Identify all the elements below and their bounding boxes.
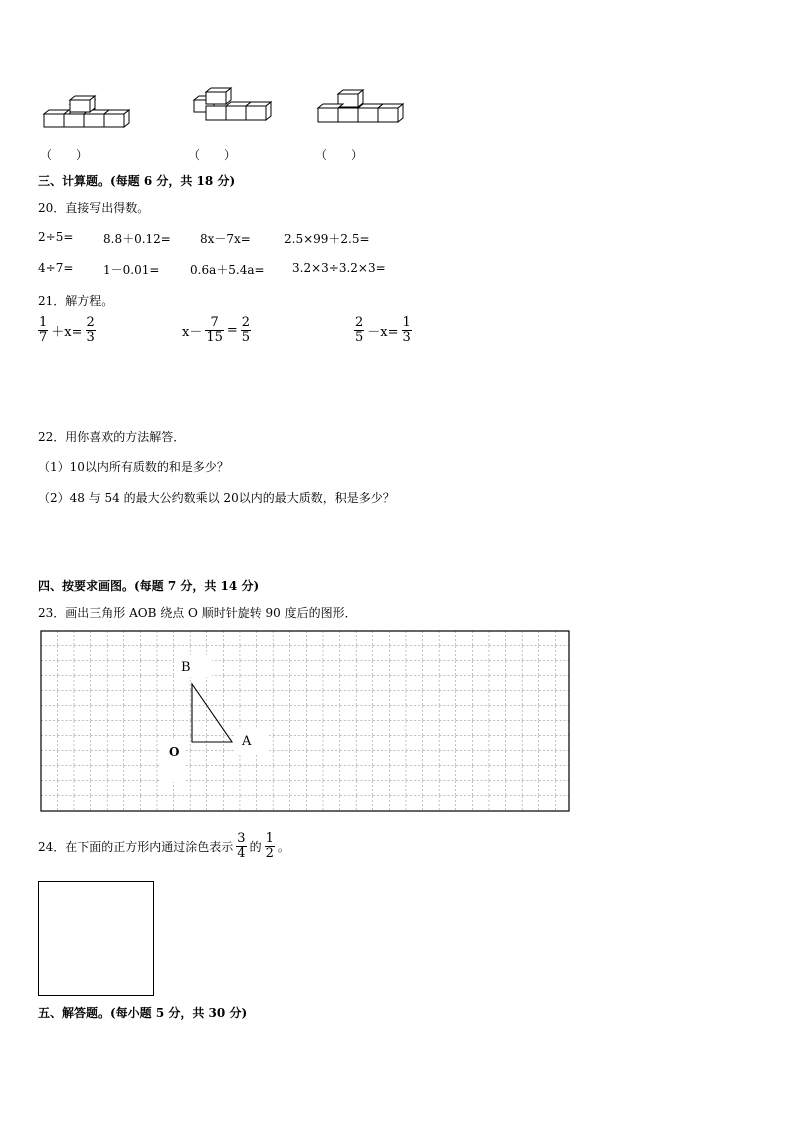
q21-equation-3: $\frac{2}{5}$ －x= $\frac{1}{3}$ <box>355 315 411 345</box>
cube-figure-3 <box>316 88 408 126</box>
q23-grid[interactable] <box>40 630 570 812</box>
fraction: $\frac{1}{2}$ <box>265 831 274 861</box>
label-bg <box>174 655 212 677</box>
q20-item-3: 8x－7x= <box>200 232 251 246</box>
q20-item-1: 2÷5= <box>38 230 74 244</box>
q24-square[interactable] <box>38 881 154 996</box>
answer-blank-1[interactable]: （ ） <box>40 148 89 162</box>
fraction: $\frac{2}{5}$ <box>355 315 364 345</box>
cube-figure-2 <box>192 86 282 126</box>
fraction: $\frac{1}{7}$ <box>39 315 48 345</box>
cube-figure-1 <box>40 92 140 130</box>
q20-item-6: 1－0.01= <box>103 263 160 277</box>
q20-item-8: 3.2×3÷3.2×3= <box>292 261 386 275</box>
q20-prompt: 20．直接写出得数。 <box>38 201 150 215</box>
section-3-heading: 三、计算题。(每题 6 分，共 18 分) <box>38 174 236 188</box>
q23-prompt: 23．画出三角形 AOB 绕点 O 顺时针旋转 90 度后的图形． <box>38 606 357 620</box>
label-a: A <box>242 734 252 749</box>
fraction: $\frac{1}{3}$ <box>402 315 411 345</box>
q22-prompt: 22．用你喜欢的方法解答． <box>38 430 186 444</box>
q22-part-1: （1）10以内所有质数的和是多少？ <box>38 460 229 474</box>
fraction: $\frac{3}{4}$ <box>237 831 246 861</box>
q21-prompt: 21．解方程。 <box>38 294 114 308</box>
q22-part-2: （2）48 与 54 的最大公约数乘以 20以内的最大质数，积是多少？ <box>38 491 395 505</box>
fraction: $\frac{7}{15}$ <box>206 315 223 345</box>
label-b: B <box>181 660 191 675</box>
q24-prompt: 24．在下面的正方形内通过涂色表示 $\frac{3}{4}$ 的 $\frac{1}{2}$ 。 <box>38 831 290 861</box>
q21-equation-2: x－ $\frac{7}{15}$ = $\frac{2}{5}$ <box>182 315 251 345</box>
section-5-heading: 五、解答题。(每小题 5 分，共 30 分) <box>38 1006 248 1020</box>
section-4-heading: 四、按要求画图。(每题 7 分，共 14 分) <box>38 579 260 593</box>
label-o: O <box>169 745 180 759</box>
q20-item-2: 8.8＋0.12= <box>103 232 171 246</box>
q20-item-7: 0.6a＋5.4a= <box>190 263 265 277</box>
q20-item-4: 2.5×99＋2.5= <box>284 232 370 246</box>
answer-blank-3[interactable]: （ ） <box>315 148 364 162</box>
q21-equation-1: $\frac{1}{7}$ ＋x= $\frac{2}{3}$ <box>39 315 95 345</box>
fraction: $\frac{2}{5}$ <box>241 315 251 345</box>
answer-blank-2[interactable]: （ ） <box>188 148 237 162</box>
q20-item-5: 4÷7= <box>38 261 74 275</box>
fraction: $\frac{2}{3}$ <box>86 315 95 345</box>
